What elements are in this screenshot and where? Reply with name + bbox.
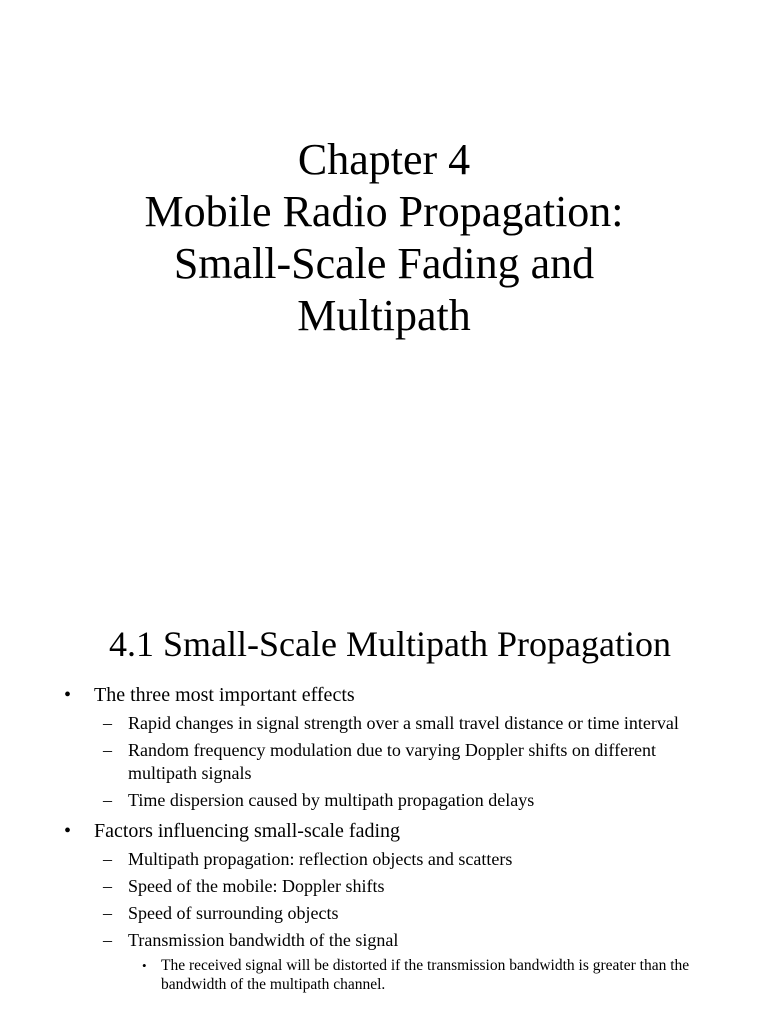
dash-item xyxy=(0,712,768,735)
bullet-marker: • xyxy=(64,820,72,842)
bullet-item xyxy=(0,818,768,844)
bullet-list xyxy=(0,682,768,996)
dash-item xyxy=(0,739,768,785)
bullet-marker: • xyxy=(64,684,72,706)
dash-marker: – xyxy=(103,713,112,733)
dash-text: Random frequency modulation due to varying Doppler shifts on different multipath signals xyxy=(128,740,657,783)
chapter-title-line-1: Chapter 4 xyxy=(297,135,471,184)
bullet-text: Factors influencing small-scale fading xyxy=(94,820,401,842)
dash-item xyxy=(0,929,768,952)
sub-bullet-marker: • xyxy=(142,958,147,973)
dash-marker: – xyxy=(103,849,112,869)
dash-text: Multipath propagation: reflection objects and scatters xyxy=(128,849,513,869)
dash-marker: – xyxy=(103,876,112,896)
chapter-title xyxy=(0,134,768,342)
dash-marker: – xyxy=(103,930,112,950)
sub-bullet-text: The received signal will be distorted if the transmission bandwidth is greater than the bandwidth of the multipath channel. xyxy=(161,957,690,993)
chapter-title-line-4: Multipath xyxy=(297,291,471,340)
dash-text: Time dispersion caused by multipath propagation delays xyxy=(128,790,535,810)
bullet-item xyxy=(0,682,768,708)
dash-text: Speed of surrounding objects xyxy=(128,903,339,923)
dash-text: Speed of the mobile: Doppler shifts xyxy=(128,876,385,896)
sub-bullet-item xyxy=(0,956,768,994)
dash-item xyxy=(0,875,768,898)
bullet-text: The three most important effects xyxy=(94,684,355,706)
chapter-title-line-2: Mobile Radio Propagation: xyxy=(144,187,624,236)
dash-item xyxy=(0,789,768,812)
dash-item xyxy=(0,848,768,871)
dash-marker: – xyxy=(103,790,112,810)
chapter-title-line-3: Small-Scale Fading and xyxy=(173,239,595,288)
dash-text: Rapid changes in signal strength over a small travel distance or time interval xyxy=(128,713,679,733)
dash-text: Transmission bandwidth of the signal xyxy=(128,930,399,950)
section-heading: 4.1 Small-Scale Multipath Propagation xyxy=(109,624,671,664)
dash-item xyxy=(0,902,768,925)
dash-marker: – xyxy=(103,740,112,760)
dash-marker: – xyxy=(103,903,112,923)
